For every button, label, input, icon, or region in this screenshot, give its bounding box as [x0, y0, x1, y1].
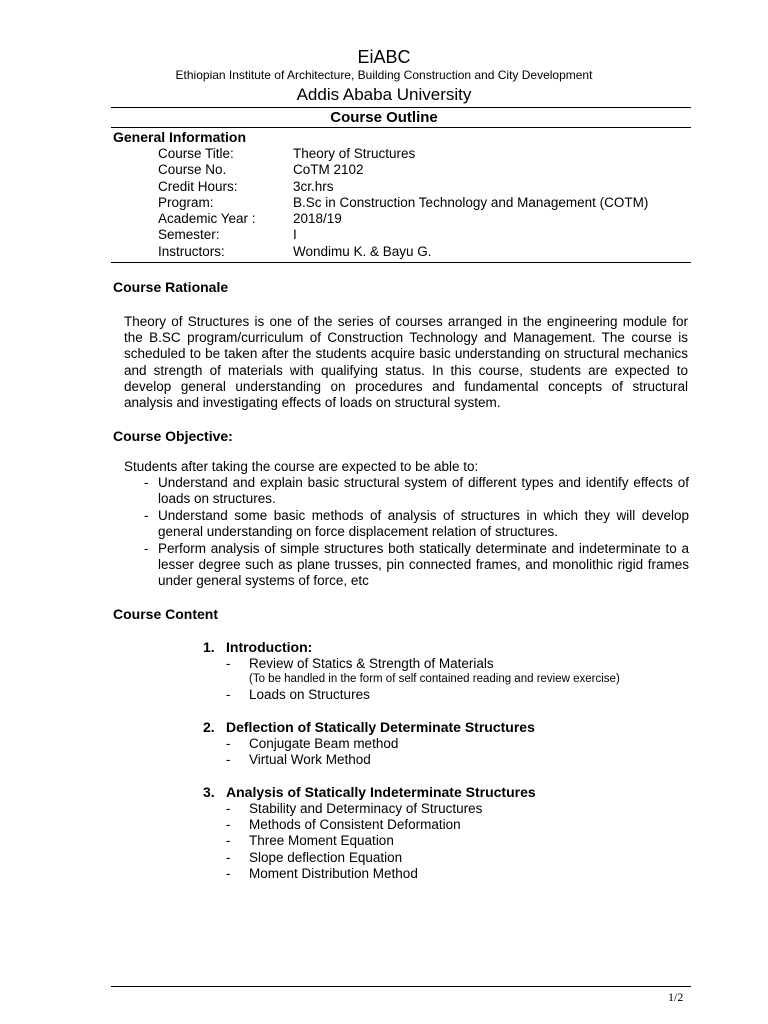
bullet-dash: - [226, 817, 231, 833]
bullet-dash: - [226, 833, 231, 849]
objective-item [144, 541, 689, 590]
objective-intro: Students after taking the course are expected to be able to: [124, 459, 479, 474]
bullet-dash: - [226, 656, 231, 671]
objective-text: Perform analysis of simple structures both statically determinate and indeterminate to a lesser degree such as plane trusses, pin connected frames, and monolithic rigid frames under general systems of force, etc [158, 541, 689, 589]
content-heading: Course Content [113, 606, 218, 622]
bullet-dash: - [144, 541, 149, 556]
info-value: Theory of Structures [293, 146, 416, 161]
info-label: Semester: [158, 227, 220, 243]
info-label: Program: [158, 194, 214, 210]
bullet-dash: - [144, 475, 149, 490]
header-rule-bottom [111, 127, 691, 128]
chapter-name: Introduction: [226, 639, 313, 655]
info-value: B.Sc in Construction Technology and Management (COTM) [293, 194, 649, 210]
chapter-number: 3. [203, 784, 215, 800]
page-number: 1/2 [668, 990, 684, 1004]
info-rule [111, 262, 691, 263]
chapter-note: (To be handled in the form of self contained reading and review exercise) [249, 673, 620, 686]
info-value: 3cr.hrs [293, 178, 334, 194]
list-item-text: Loads on Structures [249, 687, 370, 703]
list-item-text: Methods of Consistent Deformation [249, 817, 461, 833]
list-item-text: Slope deflection Equation [249, 849, 403, 865]
org-short-name: EiABC [357, 47, 411, 67]
list-item [226, 687, 620, 703]
list-item-text: Virtual Work Method [249, 752, 371, 768]
chapter-title [203, 719, 535, 736]
bullet-dash: - [226, 752, 231, 768]
chapter-items [226, 656, 620, 703]
bullet-dash: - [226, 687, 231, 703]
general-info-heading: General Information [113, 129, 247, 145]
objective-item [144, 508, 689, 540]
list-item-text: Moment Distribution Method [249, 865, 418, 881]
info-label: Course No. [158, 162, 227, 178]
university-name: Addis Ababa University [296, 85, 472, 104]
chapter-title [203, 639, 312, 656]
chapter-name: Analysis of Statically Indeterminate Structures [226, 784, 536, 800]
info-value: CoTM 2102 [293, 162, 364, 178]
list-item-text: Stability and Determinacy of Structures [249, 801, 483, 816]
objective-text: Understand and explain basic structural system of different types and identify effects of loads on structures. [158, 475, 689, 507]
chapter-number: 1. [203, 639, 215, 655]
info-value: I [293, 227, 297, 243]
objective-text: Understand some basic methods of analysis of structures in which they will develop general understanding on force displacement relation of structures. [158, 508, 689, 540]
chapter-number: 2. [203, 719, 215, 735]
chapter-name: Deflection of Statically Determinate Structures [226, 719, 535, 735]
info-value: Wondimu K. & Bayu G. [293, 243, 432, 259]
info-label: Course Title: [158, 146, 234, 161]
footer-rule [111, 986, 691, 987]
list-item-text: Review of Statics & Strength of Materials [249, 656, 494, 671]
objective-item [144, 475, 689, 507]
org-full-name: Ethiopian Institute of Architecture, Building Construction and City Development [175, 68, 593, 82]
bullet-dash: - [226, 865, 231, 881]
list-item [226, 656, 620, 672]
bullet-dash: - [226, 849, 231, 865]
rationale-paragraph: Theory of Structures is one of the series of courses arranged in the engineering module for the B.SC program/curriculum of Construction Technology and Management. The course is scheduled to be taken after the students acquire basic understanding on structural mechanics and strength of materials with qualifying status. In this course, students are expected to develop general understanding on procedures and fundamental concepts of structural analysis and investigating effects of loads on structural system. [124, 314, 688, 411]
rationale-heading: Course Rationale [113, 279, 229, 295]
info-label: Instructors: [158, 243, 225, 259]
document-title: Course Outline [330, 109, 438, 126]
bullet-dash: - [226, 736, 231, 751]
list-item-text: Conjugate Beam method [249, 736, 399, 751]
info-label: Credit Hours: [158, 178, 238, 194]
bullet-dash: - [144, 508, 149, 523]
info-value: 2018/19 [293, 211, 342, 227]
objective-heading: Course Objective: [113, 428, 233, 444]
info-label: Academic Year : [158, 211, 256, 227]
list-item-text: Three Moment Equation [249, 833, 394, 849]
chapter-title [203, 784, 536, 801]
bullet-dash: - [226, 801, 231, 816]
